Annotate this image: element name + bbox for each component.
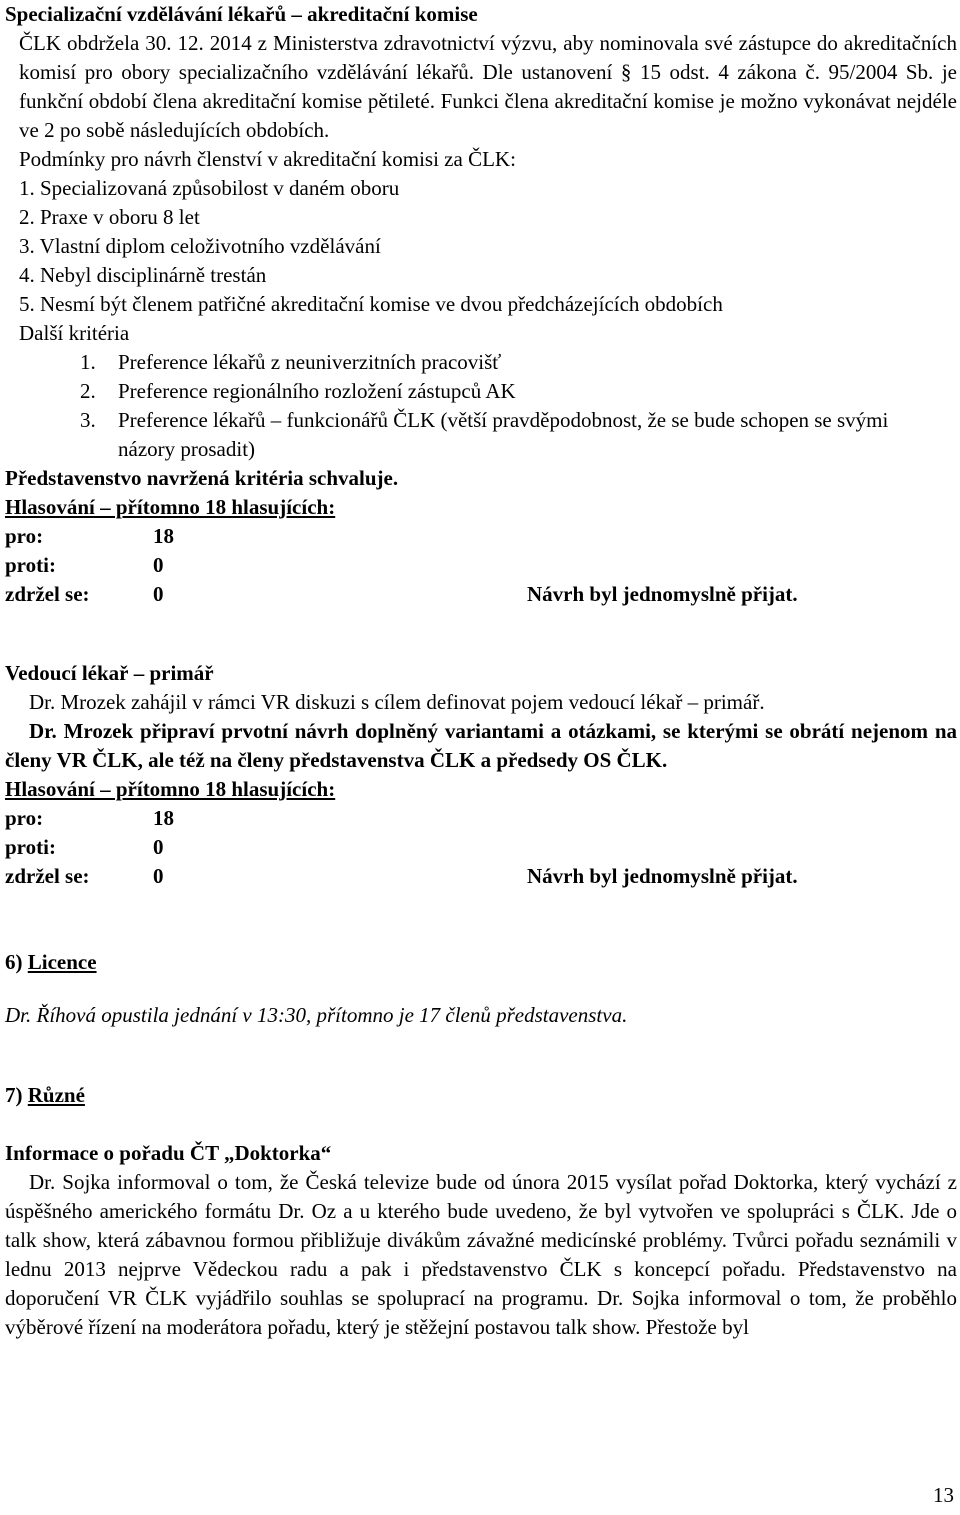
vote-result: Návrh byl jednomyslně přijat. [527,582,798,606]
document-page [5,0,957,1342]
conditions-list [5,174,957,319]
vote-pro-label: pro: [5,806,44,830]
conditions-heading: Podmínky pro návrh členství v akreditační komisi za ČLK: [19,147,516,171]
vote-proti-label: proti: [5,553,56,577]
licence-note: Dr. Říhová opustila jednání v 13:30, přítomno je 17 členů představenstva. [5,1003,628,1027]
vote-heading: Hlasování – přítomno 18 hlasujících: [5,495,336,519]
vote-pro-row [5,804,957,833]
vote-zdrzel-value: 0 [153,582,164,606]
licence-heading [5,948,957,977]
licence-title: Licence [27,950,97,974]
vote-zdrzel-row [5,862,957,891]
vote-zdrzel-label: zdržel se: [5,864,90,888]
vote-proti-row [5,551,957,580]
vote-pro-row [5,522,957,551]
ruzne-title: Různé [27,1083,85,1107]
list-item: 5. Nesmí být členem patřičné akreditační komise ve dvou předcházejících obdobích [19,292,723,316]
list-item: 3. Vlastní diplom celoživotního vzdělávání [19,234,381,258]
vote-proti-row [5,833,957,862]
page-number: 13 [933,1483,954,1507]
primar-heading [5,659,957,688]
licence-num: 6) [5,950,23,974]
primar-heading-text: Vedoucí lékař – primář [5,661,214,685]
list-item [5,348,957,377]
list-num: 1. [80,350,96,374]
list-num: 3. [80,408,96,432]
vote-proti-label: proti: [5,835,56,859]
vote-pro-value: 18 [153,524,174,548]
vote-result: Návrh byl jednomyslně přijat. [527,864,798,888]
intro-paragraph: ČLK obdržela 30. 12. 2014 z Ministerstva zdravotnictví výzvu, aby nominovala své zástupce do akreditačních komisí pro obory specializačního vzdělávání lékařů. Dle ustanovení § 15 odst. 4 zákona č. 95/2004 Sb. je funkční období člena akreditační komise pětileté. Funkci člena akreditační komise je možno vykonávat nejdéle ve 2 po sobě následujících obdobích. [19,31,957,142]
vote-proti-value: 0 [153,835,164,859]
further-heading: Další kritéria [19,321,130,345]
further-list [5,348,957,464]
board-approves: Představenstvo navržená kritéria schvaluje. [5,466,399,490]
list-num: 2. [80,379,96,403]
vote-proti-value: 0 [153,553,164,577]
list-text: Preference lékařů z neuniverzitních pracovišť [118,350,502,374]
vote-zdrzel-label: zdržel se: [5,582,90,606]
list-item [5,377,957,406]
list-item: 4. Nebyl disciplinárně trestán [19,263,267,287]
vote-zdrzel-value: 0 [153,864,164,888]
list-item [5,406,957,464]
list-item: 2. Praxe v oboru 8 let [19,205,200,229]
primar-line-2: Dr. Mrozek připraví prvotní návrh doplněný variantami a otázkami, se kterými se obrátí nejenom na členy VR ČLK, ale též na členy představenstva ČLK a předsedy OS ČLK. [5,719,957,772]
list-text: Preference lékařů – funkcionářů ČLK (větší pravděpodobnost, že se bude schopen se svými názory prosadit) [118,408,889,461]
ruzne-num: 7) [5,1083,23,1107]
vote-zdrzel-row [5,580,957,609]
ruzne-heading [5,1081,957,1110]
list-text: Preference regionálního rozložení zástupců AK [118,379,516,403]
doktorka-heading: Informace o pořadu ČT „Doktorka“ [5,1141,332,1165]
list-item: 1. Specializovaná způsobilost v daném oboru [19,176,400,200]
vote-heading: Hlasování – přítomno 18 hlasujících: [5,777,336,801]
primar-line-1: Dr. Mrozek zahájil v rámci VR diskuzi s cílem definovat pojem vedoucí lékař – primář. [29,690,765,714]
vote-pro-label: pro: [5,524,44,548]
doktorka-paragraph: Dr. Sojka informoval o tom, že Česká televize bude od února 2015 vysílat pořad Doktorka, který vychází z úspěšného amerického formátu Dr. Oz a u kterého bude uvedeno, že byl vytvořen ve spolupráci s ČLK. Jde o talk show, která zábavnou formou přibližuje divákům závažné medicínské problémy. Tvůrci pořadu seznámili v lednu 2013 nejprve Vědeckou radu a pak i představenstvo ČLK s koncepcí pořadu. Představenstvo na doporučení VR ČLK vyjádřilo souhlas se spoluprací na programu. Dr. Sojka informoval o tom, že proběhlo výběrové řízení na moderátora pořadu, který je stěžejní postavou talk show. Přestože byl [5,1170,957,1339]
vote-pro-value: 18 [153,806,174,830]
section-title: Specializační vzdělávání lékařů – akreditační komise [5,2,478,26]
